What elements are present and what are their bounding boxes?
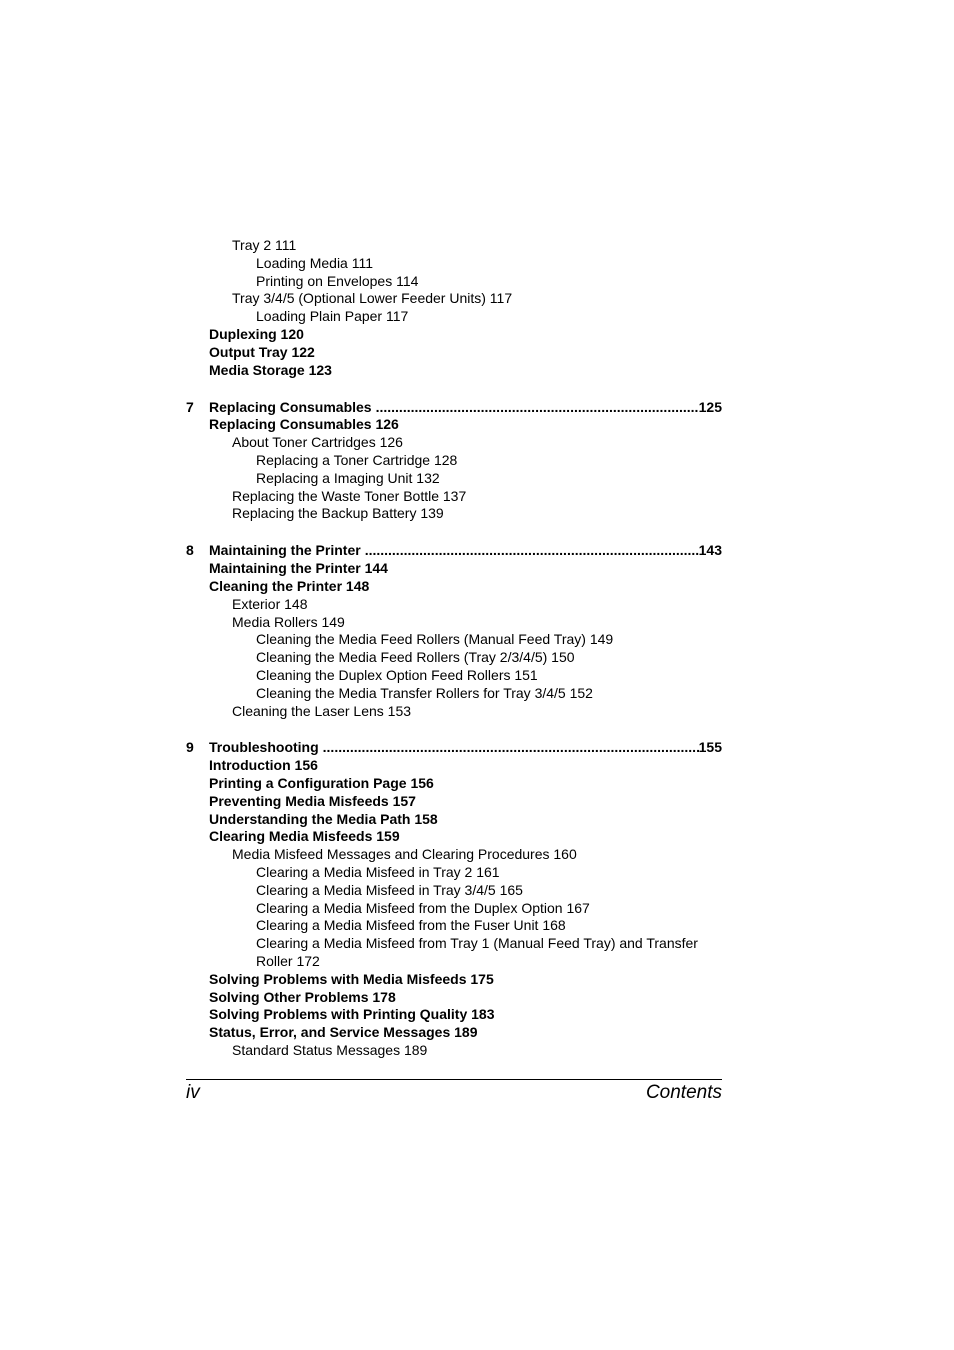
toc-entry-level-2[interactable]: Tray 3/4/5 (Optional Lower Feeder Units) 117 [232,290,513,307]
toc-entry-level-2[interactable]: Exterior 148 [232,595,308,612]
toc-entry-level-3[interactable]: Clearing a Media Misfeed in Tray 2 161 [256,864,500,881]
chapter-number: 7 [186,398,194,415]
toc-entry-level-1[interactable]: Solving Other Problems 178 [209,988,396,1005]
chapter-number: 9 [186,739,194,756]
toc-entry-level-3[interactable]: Replacing a Toner Cartridge 128 [256,451,458,468]
chapter-gap [186,523,722,542]
toc-entry-level-2[interactable]: Standard Status Messages 189 [232,1042,428,1059]
toc-entry-level-2[interactable]: Media Rollers 149 [232,613,345,630]
toc-entry-level-1[interactable]: Maintaining the Printer 144 [209,560,388,577]
toc-entry-level-3[interactable]: Replacing a Imaging Unit 132 [256,469,440,486]
toc-entry-level-1[interactable]: Media Storage 123 [209,361,332,378]
chapter-page-number: 155 [698,739,722,756]
chapter-page-number: 125 [698,398,722,415]
chapter-title: Troubleshooting [209,739,319,756]
toc-entry-level-1[interactable]: Introduction 156 [209,757,318,774]
chapter-number: 8 [186,542,194,559]
toc-chapter-entry[interactable] [186,542,722,560]
chapter-page-number: 143 [698,542,722,559]
table-of-contents [186,237,722,1060]
toc-entry-level-1[interactable]: Preventing Media Misfeeds 157 [209,792,416,809]
footer-divider [186,1079,722,1080]
toc-entry-level-3[interactable]: Clearing a Media Misfeed from the Fuser Unit 168 [256,917,566,934]
toc-entry-level-3[interactable]: Cleaning the Duplex Option Feed Rollers 151 [256,666,538,683]
toc-chapter-entry[interactable] [186,399,722,417]
toc-entry-level-2[interactable]: About Toner Cartridges 126 [232,434,403,451]
toc-chapter-entry[interactable] [186,739,722,757]
toc-entry-level-1[interactable]: Output Tray 122 [209,343,315,360]
toc-entry-level-3[interactable]: Clearing a Media Misfeed from Tray 1 (Manual Feed Tray) and Transfer [256,935,698,952]
toc-entry-level-1[interactable]: Solving Problems with Printing Quality 183 [209,1006,495,1023]
toc-entry-level-3[interactable]: Roller 172 [256,953,320,970]
toc-entry-level-3[interactable]: Clearing a Media Misfeed in Tray 3/4/5 165 [256,881,523,898]
toc-entry-level-2[interactable]: Replacing the Backup Battery 139 [232,505,444,522]
toc-entry-level-2[interactable]: Replacing the Waste Toner Bottle 137 [232,487,467,504]
toc-entry-level-1[interactable]: Status, Error, and Service Messages 189 [209,1024,478,1041]
toc-entry-level-3[interactable]: Cleaning the Media Feed Rollers (Tray 2/3/4/5) 150 [256,649,575,666]
toc-entry-level-1[interactable]: Cleaning the Printer 148 [209,577,370,594]
chapter-title: Replacing Consumables [209,398,372,415]
toc-entry-level-3[interactable]: Cleaning the Media Transfer Rollers for Tray 3/4/5 152 [256,684,593,701]
toc-entry-level-3[interactable]: Loading Plain Paper 117 [256,308,409,325]
dot-leader [365,542,699,560]
toc-entry-level-1[interactable]: Understanding the Media Path 158 [209,810,438,827]
dot-leader [376,399,699,417]
toc-entry-level-3[interactable]: Cleaning the Media Feed Rollers (Manual Feed Tray) 149 [256,631,614,648]
toc-entry-level-3[interactable]: Loading Media 111 [256,254,374,271]
toc-entry-level-3[interactable]: Clearing a Media Misfeed from the Duplex Option 167 [256,899,590,916]
dot-leader [323,739,699,757]
chapter-gap [186,720,722,739]
chapter-title: Maintaining the Printer [209,542,361,559]
toc-entry-level-3[interactable]: Printing on Envelopes 114 [256,272,419,289]
toc-entry-level-1[interactable]: Clearing Media Misfeeds 159 [209,828,400,845]
toc-entry-level-2[interactable]: Tray 2 111 [232,237,297,253]
toc-entry-level-1[interactable]: Printing a Configuration Page 156 [209,775,434,792]
section-title: Contents [645,1082,722,1103]
toc-entry-level-2[interactable]: Cleaning the Laser Lens 153 [232,702,412,719]
toc-entry-level-1[interactable]: Duplexing 120 [209,325,304,342]
page-number: iv [186,1082,200,1103]
chapter-gap [186,379,722,398]
toc-entry-level-2[interactable]: Media Misfeed Messages and Clearing Procedures 160 [232,846,577,863]
toc-entry-level-1[interactable]: Solving Problems with Media Misfeeds 175 [209,970,494,987]
toc-entry-level-1[interactable]: Replacing Consumables 126 [209,416,399,433]
